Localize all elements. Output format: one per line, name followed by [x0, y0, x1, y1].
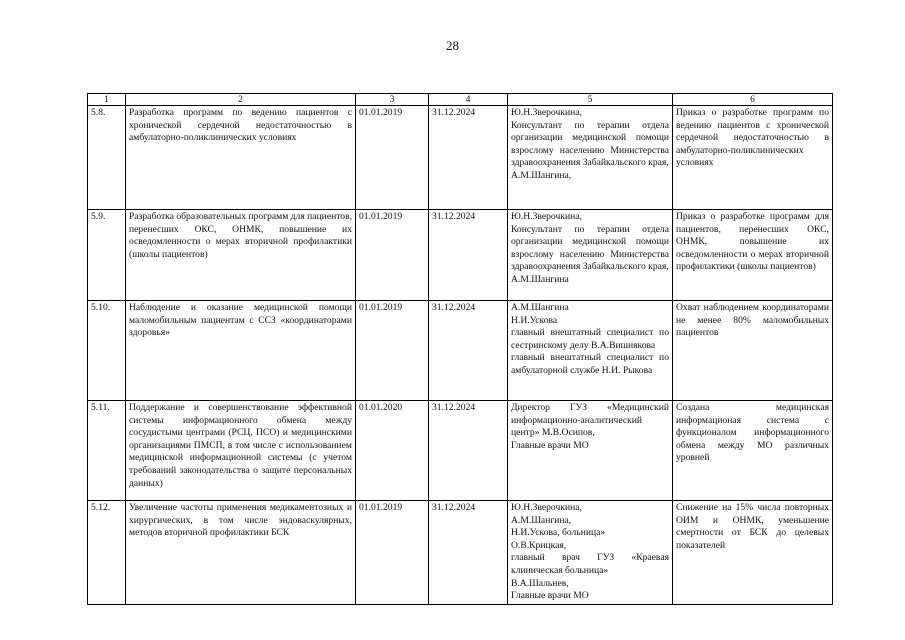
executors-cell — [508, 106, 673, 210]
column-result-header: 6 — [673, 94, 833, 106]
expected-result: Приказ о разработке программ по ведению пациентов с хронической сердечной недостаточностью в амбулаторно-поликлинических условиях — [673, 106, 833, 210]
executor-line: Консультант по терапии отдела организации медицинской помощи взрослому населению Министерства здравоохранения Забайкальского края, — [511, 223, 669, 273]
executor-line: А.М.Шангина — [511, 302, 569, 313]
end-date: 31.12.2024 — [429, 301, 508, 401]
measure-name: Разработка образовательных программ для пациентов, перенесших ОКС, ОНМК, повышение их осведомленности о мерах вторичной профилактики (школы пациентов) — [126, 210, 356, 301]
table-row — [88, 301, 833, 401]
expected-result: Охват наблюдением координаторами не менее 80% маломобильных пациентов — [673, 301, 833, 401]
row-number: 5.10. — [88, 301, 126, 401]
executor-line: Директор ГУЗ «Медицинский информационно-аналитический центр» М.В.Осипов, — [511, 402, 669, 439]
table-row — [88, 106, 833, 210]
expected-result: Создана медицинская информационая система с функционалом информационного обмена между МО различных уровней — [673, 401, 833, 501]
row-number: 5.9. — [88, 210, 126, 301]
executor-line: Ю.Н.Зверочкина, — [511, 502, 582, 513]
measure-name: Наблюдение и оказание медицинской помощи маломобильным пациентам с ССЗ «координаторами здоровья» — [126, 301, 356, 401]
expected-result: Снижение на 15% числа повторных ОИМ и ОНМК, уменьшение смертности от БСК до целевых показателей — [673, 501, 833, 605]
executor-line: главный врач ГУЗ «Краевая клиническая больница» — [511, 552, 669, 576]
start-date: 01.01.2019 — [356, 106, 429, 210]
row-number: 5.12. — [88, 501, 126, 605]
executor-line: Главные врачи МО — [511, 590, 589, 602]
executor-line: А.М.Шангина, — [511, 514, 572, 526]
table-row — [88, 210, 833, 301]
start-date: 01.01.2020 — [356, 401, 429, 501]
executor-line: А.М.Шангина — [511, 273, 569, 285]
end-date: 31.12.2024 — [429, 401, 508, 501]
executor-line: А.М.Шангина, — [511, 169, 572, 181]
executor-line: Главные врачи МО — [511, 439, 589, 451]
measure-name: Поддержание и совершенствование эффективной системы информационного обмена между сосудистыми центрами (РСЦ, ПСО) и медицинскими организациями ПМСП, в том числе с использованием медицинской информационной системы (с учетом требований законодательства о защите персональных данных) — [126, 401, 356, 501]
executor-line: О.В.Крицкая, — [511, 539, 567, 551]
column-start-header: 3 — [356, 94, 429, 106]
executor-line: Н.И.Ускова, больница» — [511, 527, 606, 539]
column-end-header: 4 — [429, 94, 508, 106]
start-date: 01.01.2019 — [356, 501, 429, 605]
end-date: 31.12.2024 — [429, 210, 508, 301]
page-number: 28 — [446, 38, 459, 53]
executor-line: В.А.Шальнев, — [511, 577, 569, 589]
table-header-row — [88, 94, 833, 106]
executors-cell — [508, 401, 673, 501]
column-number-header: 1 — [88, 94, 126, 106]
measures-table — [87, 93, 833, 605]
executor-line: Ю.Н.Зверочкина, — [511, 107, 582, 118]
executor-line: главный внештатный специалист по сестринскому делу В.А.Вишнякова — [511, 327, 669, 351]
measure-name: Разработка программ по ведению пациентов с хронической сердечной недостаточностью в амбулаторно-поликлинических условиях — [126, 106, 356, 210]
column-name-header: 2 — [126, 94, 356, 106]
column-executors-header: 5 — [508, 94, 673, 106]
end-date: 31.12.2024 — [429, 106, 508, 210]
start-date: 01.01.2019 — [356, 210, 429, 301]
executor-line: Консультант по терапии отдела организации медицинской помощи взрослому населению Министерства здравоохранения Забайкальского края, — [511, 119, 669, 169]
expected-result: Приказ о разработке программ для пациентов, перенесших ОКС, ОНМК, повышение их осведомленности о мерах вторичной профилактики (школы пациентов) — [673, 210, 833, 301]
row-number: 5.8. — [88, 106, 126, 210]
table-row — [88, 501, 833, 605]
measure-name: Увеличение частоты применения медикаментозных и хирургических, в том числе эндоваскулярных, методов вторичной профилактики БСК — [126, 501, 356, 605]
executors-cell — [508, 501, 673, 605]
executors-cell — [508, 301, 673, 401]
executor-line: Ю.Н.Зверочкина, — [511, 211, 582, 222]
executor-line: Н.И.Ускова — [511, 314, 558, 326]
executor-line: главный внештатный специалист по амбулаторной службе Н.И. Рыкова — [511, 352, 669, 376]
end-date: 31.12.2024 — [429, 501, 508, 605]
executors-cell — [508, 210, 673, 301]
start-date: 01.01.2019 — [356, 301, 429, 401]
table-row — [88, 401, 833, 501]
row-number: 5.11. — [88, 401, 126, 501]
